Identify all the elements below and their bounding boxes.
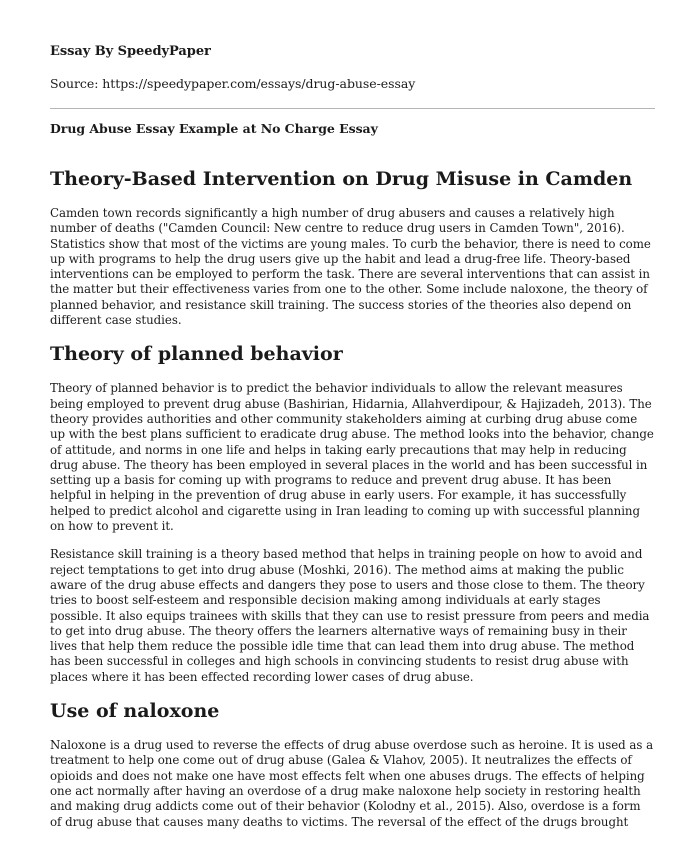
paragraph-resistance-skill: Resistance skill training is a theory based method that helps in training people on how to avoid and reject temptations to get into drug abuse (Moshki, 2016). The method aims at making the public aware of the drug abuse effects and dangers they pose to users and those close to them. The theory tries to boost self-esteem and responsible decision making among individuals at early stages possible. It also equips trainees with skills that they can use to resist pressure from peers and media to get into drug abuse. The theory offers the learners alternative ways of remaining busy in their lives that help them reduce the possible idle time that can lead them into drug abuse. The method has been successful in colleges and high schools in convincing students to resist drug abuse with places where it has been effected recording lower cases of drug abuse.	[50, 547, 650, 684]
section-heading-naloxone: Use of naloxone	[50, 700, 220, 723]
source-line: Source: https://speedypaper.com/essays/drug-abuse-essay	[50, 76, 416, 91]
paragraph-naloxone: Naloxone is a drug used to reverse the effects of drug abuse overdose such as heroine. It is used as a treatment to help one come out of drug abuse (Galea & Vlahov, 2005). It neutralizes the effects of opioids and does not make one have most effects felt when one abuses drugs. The effects of helping one act normally after having an overdose of a drug make naloxone help society in restoring health and making drug addicts come out of their behavior (Kolodny et al., 2015). Also, overdose is a form of drug abuse that causes many deaths to victims. The reversal of the effect of the drugs brought	[50, 738, 654, 829]
paragraph-planned-behavior: Theory of planned behavior is to predict the behavior individuals to allow the relevant measures being employed to prevent drug abuse (Bashirian, Hidarnia, Allahverdipour, & Hajizadeh, 2013). The theory provides authorities and other community stakeholders aiming at curbing drug abuse come up with the best plans sufficient to eradicate drug abuse. The method looks into the behavior, change of attitude, and norms in one life and helps in taking early precautions that may help in reducing drug abuse. The theory has been employed in several places in the world and has been successful in setting up a basis for coming up with programs to reduce and prevent drug abuse. It has been helpful in helping in the prevention of drug abuse in early users. For example, it has successfully helped to predict alcohol and cigarette using in Iran leading to coming up with successful planning on how to prevent it.	[50, 381, 654, 534]
section-heading-planned-behavior: Theory of planned behavior	[50, 343, 343, 366]
brand-label: Essay By SpeedyPaper	[50, 44, 211, 59]
essay-body	[50, 167, 655, 843]
document-title: Drug Abuse Essay Example at No Charge Essay	[50, 121, 378, 136]
essay-title: Theory-Based Intervention on Drug Misuse in Camden	[50, 168, 633, 190]
intro-paragraph: Camden town records significantly a high number of drug abusers and causes a relatively high number of deaths ("Camden Council: New centre to reduce drug users in Camden Town", 2016). Statistics show that most of the victims are young males. To curb the behavior, there is need to come up with programs to help the drug users give up the habit and lead a drug-free life. Theory-based interventions can be employed to perform the task. There are several interventions that can assist in the matter but their effectiveness varies from one to the other. Some include naloxone, the theory of planned behavior, and resistance skill training. The success stories of the theories also depend on different case studies.	[50, 206, 651, 328]
header-divider	[50, 108, 655, 109]
